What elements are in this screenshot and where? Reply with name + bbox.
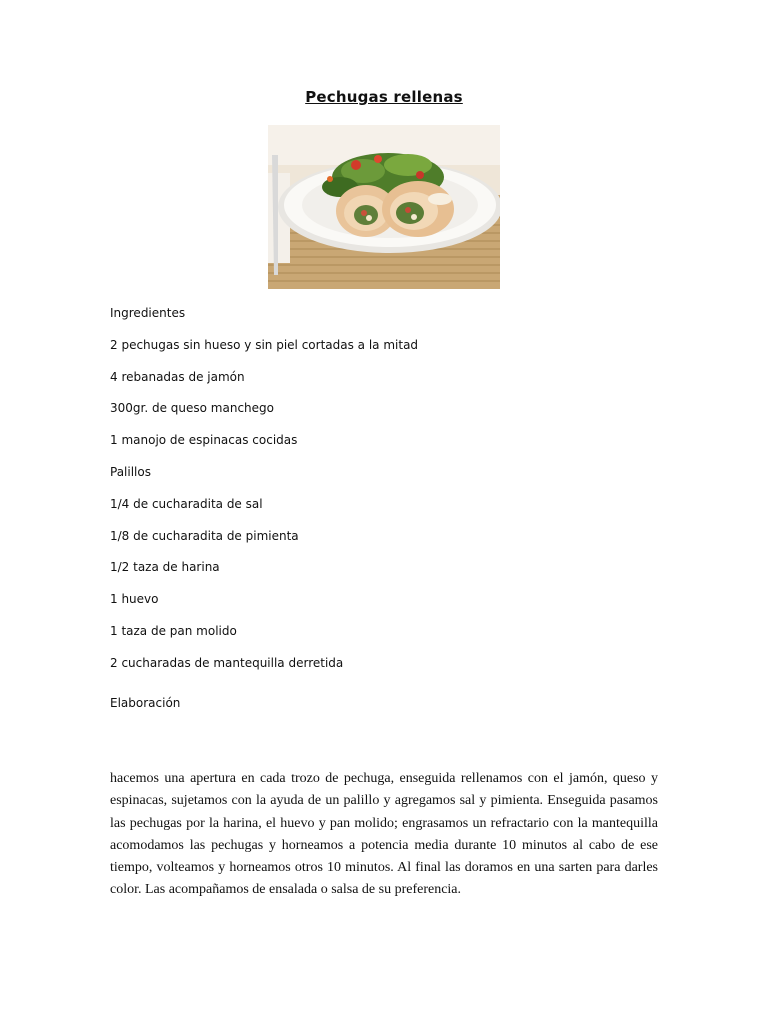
- ingredient-item: 2 pechugas sin hueso y sin piel cortadas a la mitad: [110, 337, 419, 352]
- page-title: Pechugas rellenas: [305, 88, 463, 106]
- ingredient-item: 2 cucharadas de mantequilla derretida: [110, 655, 344, 670]
- ingredient-item: 1 huevo: [110, 592, 159, 607]
- ingredient-item: Palillos: [110, 464, 151, 479]
- ingredients-section: [110, 304, 670, 686]
- ingredient-item: 1/4 de cucharadita de sal: [110, 496, 263, 511]
- ingredients-heading: Ingredientes: [110, 306, 186, 320]
- recipe-photo: [268, 125, 500, 289]
- elaboration-paragraph: hacemos una apertura en cada trozo de pechuga, enseguida rellenamos con el jamón, queso y espinacas, sujetamos con la ayuda de un palillo y agregamos sal y pimienta. Enseguida pasamos las pechugas por la harina, el huevo y pan molido; engrasamos un refractario con la mantequilla acomodamos las pechugas y horneamos a potencia media durante 10 minutos al cabo de ese tiempo, volteamos y horneamos otros 10 minutos. Al final las doramos en una sarten para darles color. Las acompañamos de ensalada o salsa de su preferencia.: [110, 771, 658, 898]
- ingredient-item: 1/2 taza de harina: [110, 560, 220, 575]
- ingredient-item: 4 rebanadas de jamón: [110, 369, 245, 384]
- ingredient-item: 1/8 de cucharadita de pimienta: [110, 528, 299, 543]
- elaboration-heading: Elaboración: [110, 696, 181, 710]
- ingredient-item: 300gr. de queso manchego: [110, 401, 275, 416]
- ingredient-item: 1 manojo de espinacas cocidas: [110, 433, 298, 448]
- ingredient-item: 1 taza de pan molido: [110, 623, 237, 638]
